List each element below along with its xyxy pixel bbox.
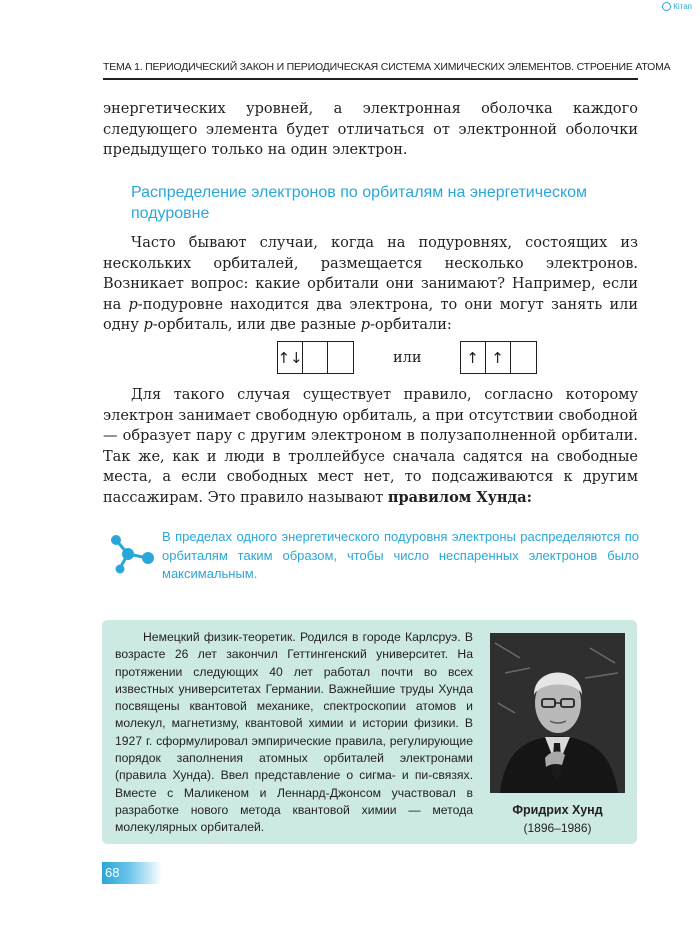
page-number: 68 — [102, 862, 162, 884]
portrait-illustration — [490, 633, 625, 793]
portrait-years: (1896–1986) — [523, 821, 592, 835]
orbital-group-paired — [277, 341, 354, 374]
paragraph-hund-intro: Для такого случая существует правило, согласно которому электрон занимает свободную орбиталь, а при отсутствии свободной — образует пару с другим электроном в полузаполненной орбитали. Так же, как и люди в троллейбусе сначала садятся на свободные места, а если свободных мест нет, то подсаживаются к другим пассажирам. Это правило называют правилом Хунда: — [103, 387, 638, 506]
portrait-photo — [490, 633, 625, 793]
biography-text: Немецкий физик-теоретик. Родился в городе Карлсруэ. В возрасте 26 лет закончил Геттингенский университет. На протяжении следующих 40 лет работал почти во всех известных университетах Германии. Важнейшие труды Хунда посвящены квантовой механике, спектроскопии атомов и молекул, магнетизму, квантовой химии и истории физики. В 1927 г. сформулировал эмпирические правила, регулирующие порядок заполнения атомных орбиталей электронами (правила Хунда). Ввел представление о сигма- и пи-связях. Вместе с Маликеном и Леннард-Джонсом участвовал в разработке нового метода квантовой химии — метода молекулярных орбиталей. — [115, 630, 473, 835]
orbital-cell — [303, 342, 328, 373]
orbital-connector: или — [393, 349, 422, 366]
logo-text: Кітап — [673, 2, 692, 11]
paragraph-orbitals: Часто бывают случаи, когда на подуровнях, состоящих из нескольких орбиталей, размещается несколько электронов. Возникает вопрос: какие орбитали они занимают? Например, если на p-подуровне находится два электрона, то они могут занять или одну p-орбиталь, или две разные p-орбитали: — [103, 235, 638, 333]
orbital-diagram — [277, 341, 537, 374]
orbital-group-unpaired — [460, 341, 537, 374]
header-divider — [103, 78, 638, 80]
orbital-cell — [511, 342, 536, 373]
running-header: ТЕМА 1. ПЕРИОДИЧЕСКИЙ ЗАКОН И ПЕРИОДИЧЕСКАЯ СИСТЕМА ХИМИЧЕСКИХ ЭЛЕМЕНТОВ. СТРОЕНИЕ АТОМА — [103, 61, 671, 73]
section-title: Распределение электронов по орбиталям на энергетическом подуровне — [131, 184, 588, 222]
orbital-cell: ↑ — [486, 342, 511, 373]
rule-molecule-icon — [108, 532, 156, 576]
publisher-logo — [662, 2, 692, 11]
hund-rule-statement: В пределах одного энергетического подуровня электроны распределяются по орбиталям таким образом, чтобы число неспаренных электронов было максимальным. — [162, 529, 639, 581]
portrait-name: Фридрих Хунд — [512, 803, 603, 817]
orbital-cell: ↑↓ — [278, 342, 303, 373]
intro-paragraph: энергетических уровней, а электронная оболочка каждого следующего элемента будет отличаться от электронной оболочки предыдущего только на один электрон. — [103, 101, 638, 158]
orbital-cell — [328, 342, 353, 373]
logo-circle-icon — [662, 2, 671, 11]
orbital-cell: ↑ — [461, 342, 486, 373]
